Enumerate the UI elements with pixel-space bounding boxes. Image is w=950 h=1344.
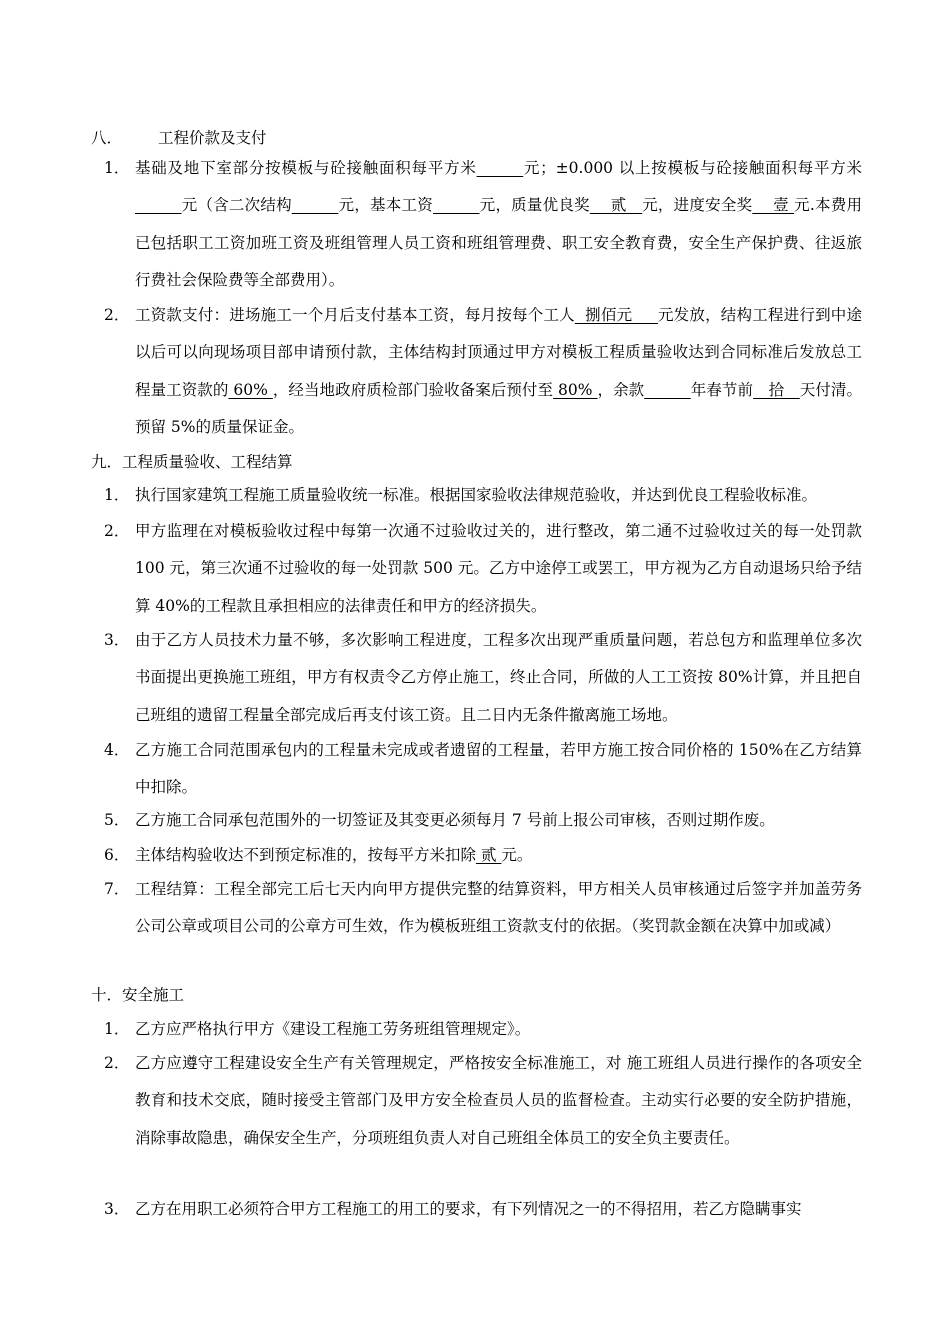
list-item-10-1 [104,1011,862,1048]
blank-field: ______ [476,159,524,177]
item-text: 执行国家建筑工程施工质量验收统一标准。根据国家验收法律规范验收，并达到优良工程验收标准。 [135,486,818,504]
section-heading-8 [91,126,267,150]
item-number: 1． [104,1020,130,1038]
item-number: 1． [104,159,130,177]
item-text: 甲方监理在对模板验收过程中每第一次通不过验收过关的，进行整改，第二通不过验收过关的每一处罚款 100 元，第三次通不过验收的每一处罚款 500 元。乙方中途停工或罢工，甲方视为乙方自动退场只给予结算 40%的工程款且承担相应的法律责任和甲方的经济损失。 [135,522,862,615]
list-item-9-2 [104,513,862,625]
section-heading-9: 九．工程质量验收、工程结算 [91,453,293,471]
item-text: 乙方施工合同承包范围外的一切签证及其变更必须每月 7 号前上报公司审核，否则过期作废。 [135,811,775,829]
prepay-percent-value: 80% [553,380,598,399]
monthly-wage-value: 捌佰元 [574,306,658,324]
item-number: 4． [104,741,130,759]
item-number: 7． [104,880,130,898]
list-item-9-4 [104,732,862,807]
item-number: 2． [104,1054,130,1072]
quality-bonus-value: 贰 [589,196,643,215]
list-item-9-6 [104,837,862,874]
item-text: 主体结构验收达不到预定标准的，按每平方米扣除 贰 元。 [135,846,533,864]
item-number: 3． [104,631,130,649]
item-number: 2． [104,522,130,540]
list-item-8-1 [104,150,862,299]
item-number: 3． [104,1200,130,1218]
item-text: 乙方在用职工必须符合甲方工程施工的用工的要求，有下列情况之一的不得招用，若乙方隐瞒事实 [135,1200,802,1218]
list-item-9-1 [104,477,862,514]
days-value: 拾 [753,380,800,399]
payment-percent-value: 60% [228,380,273,399]
item-number: 5． [104,811,130,829]
item-text: 工资款支付：进场施工一个月后支付基本工资，每月按每个工人 捌佰元 元发放，结构工程进行到中途以后可以向现场项目部申请预付款，主体结构封顶通过甲方对模板工程质量验收达到合同标准后发放总工程量工资款的 60% ，经当地政府质检部门验收备案后预付至 80% ，余款______年春节前 拾 天付清。预留 5%的质量保证金。 [135,306,862,436]
item-text: 乙方应严格执行甲方《建设工程施工劳务班组管理规定》。 [135,1020,531,1038]
item-text: 基础及地下室部分按模板与砼接触面积每平方米______元；±0.000 以上按模板与砼接触面积每平方米______元（含二次结构______元，基本工资______元，质量优良奖 贰 元，进度安全奖 壹 元.本费用已包括职工工资加班工资及班组管理人员工资和班组管理费、职工安全教育费，安全生产保护费、往返旅行费社会保险费等全部费用）。 [135,159,862,289]
blank-field: ______ [644,380,691,399]
deduction-value: 贰 [476,846,502,864]
item-number: 6． [104,846,130,864]
list-item-9-5 [104,802,862,839]
item-text: 乙方施工合同范围承包内的工程量未完成或者遗留的工程量，若甲方施工按合同价格的 150%在乙方结算中扣除。 [135,741,862,797]
list-item-8-2 [104,297,862,446]
item-text: 乙方应遵守工程建设安全生产有关管理规定，严格按安全标准施工，对 施工班组人员进行操作的各项安全教育和技术交底，随时接受主管部门及甲方安全检查员人员的监督检查。主动实行必要的安全防护措施，消除事故隐患，确保安全生产，分项班组负责人对自己班组全体员工的安全负主要责任。 [135,1054,862,1147]
section-heading-10: 十．安全施工 [91,986,185,1004]
list-item-10-3 [104,1191,862,1228]
section-number: 八． [91,129,123,147]
blank-field: ______ [291,196,339,215]
item-number: 1． [104,486,130,504]
item-number: 2． [104,306,130,324]
item-text: 由于乙方人员技术力量不够，多次影响工程进度，工程多次出现严重质量问题，若总包方和监理单位多次书面提出更换施工班组，甲方有权责令乙方停止施工，终止合同，所做的人工工资按 80%计算，并且把自己班组的遗留工程量全部完成后再支付该工资。且二日内无条件撤离施工场地。 [135,631,862,724]
list-item-10-2 [104,1045,862,1157]
blank-field: ______ [135,196,182,215]
safety-bonus-value: 壹 [752,196,795,215]
section-title: 工程价款及支付 [158,129,267,147]
list-item-9-3 [104,622,862,734]
blank-field: ______ [432,196,480,215]
list-item-9-7 [104,871,862,946]
item-text: 工程结算：工程全部完工后七天内向甲方提供完整的结算资料，甲方相关人员审核通过后签字并加盖劳务公司公章或项目公司的公章方可生效，作为模板班组工资款支付的依据。（奖罚款金额在决算中加或减） [135,880,862,936]
